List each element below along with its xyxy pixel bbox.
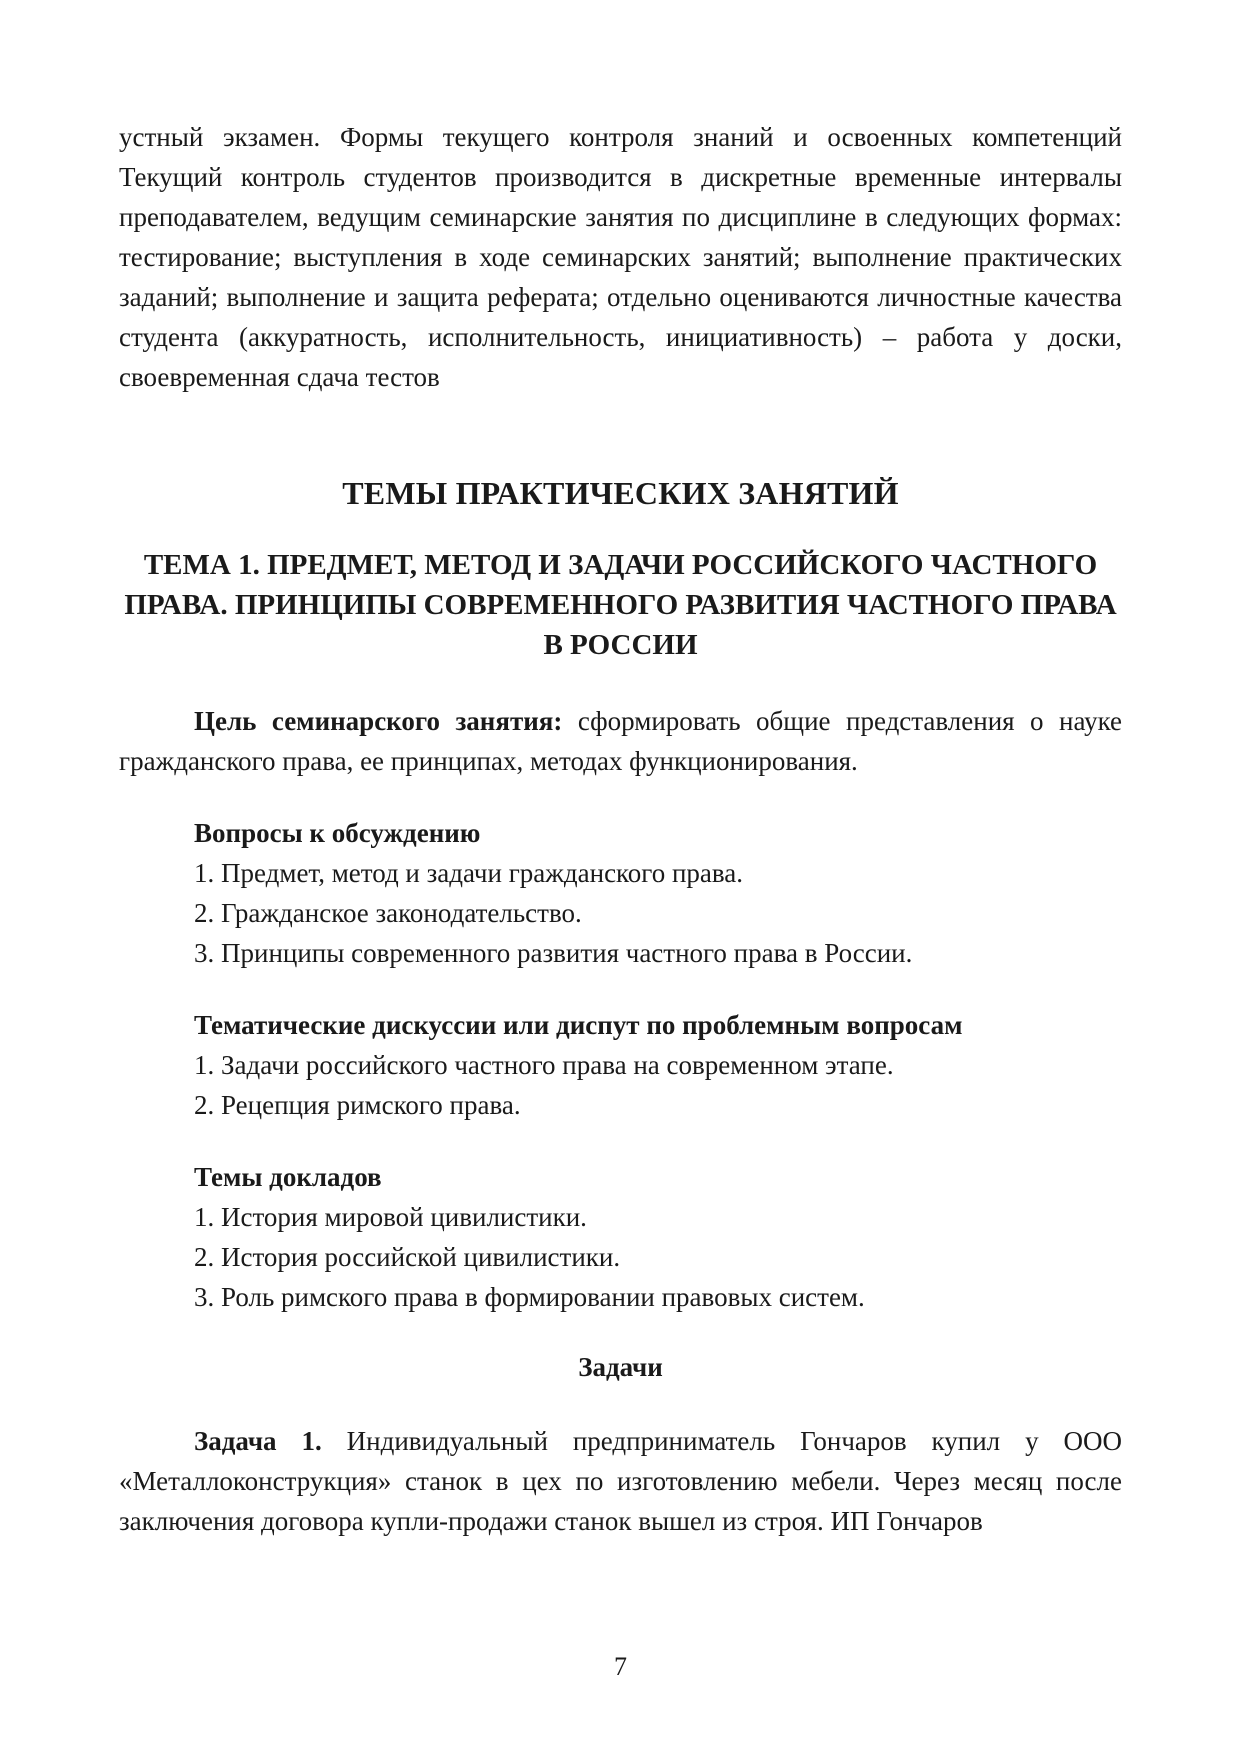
- list-item: 3. Принципы современного развития частного права в России.: [194, 938, 913, 968]
- list-item: 2. Рецепция римского права.: [194, 1090, 521, 1120]
- goal-paragraph: [119, 701, 1122, 781]
- task-1-paragraph: [119, 1421, 1122, 1541]
- list-item: 1. Предмет, метод и задачи гражданского права.: [194, 858, 744, 888]
- task-1-text: Индивидуальный предприниматель Гончаров купил у ООО «Металлоконструкция» станок в цех по изготовлению мебели. Через месяц после заключения договора купли-продажи станок вышел из строя. ИП Гончаров: [119, 1426, 1122, 1536]
- list-item: 2. Гражданское законодательство.: [194, 898, 582, 928]
- topic-title: ПРЕДМЕТ, МЕТОД И ЗАДАЧИ РОССИЙСКОГО ЧАСТНОГО ПРАВА. ПРИНЦИПЫ СОВРЕМЕННОГО РАЗВИТИЯ ЧАСТНОГО ПРАВА В РОССИИ: [124, 549, 1117, 661]
- task-1-label: Задача 1.: [194, 1426, 322, 1456]
- page-number: 7: [614, 1652, 627, 1681]
- list-item: 3. Роль римского права в формировании правовых систем.: [194, 1282, 865, 1312]
- list-item: 2. История российской цивилистики.: [194, 1242, 621, 1272]
- reports-list: [194, 1197, 1122, 1317]
- reports-title: Темы докладов: [194, 1162, 382, 1192]
- section-title: ТЕМЫ ПРАКТИЧЕСКИХ ЗАНЯТИЙ: [342, 475, 899, 511]
- goal-text: сформировать общие представления о науке гражданского права, ее принципах, методах функционирования.: [119, 706, 1123, 776]
- discussions-block: [194, 1005, 1122, 1125]
- discussions-list: [194, 1045, 1122, 1125]
- intro-paragraph: устный экзамен. Формы текущего контроля знаний и освоенных компетенций Текущий контроль студентов производится в дискретные временные интервалы преподавателем, ведущим семинарские занятия по дисциплине в следующих формах: тестирование; выступления в ходе семинарских занятий; выполнение практических заданий; выполнение и защита реферата; отдельно оцениваются личностные качества студента (аккуратность, исполнительность, инициативность) – работа у доски, своевременная сдача тестов: [119, 122, 1122, 392]
- tasks-heading: Задачи: [578, 1352, 663, 1382]
- questions-title: Вопросы к обсуждению: [194, 818, 481, 848]
- topic-prefix: ТЕМА 1.: [143, 549, 268, 581]
- questions-block: [194, 813, 1122, 973]
- goal-label: Цель семинарского занятия:: [194, 706, 563, 736]
- questions-list: [194, 853, 1122, 973]
- reports-block: [194, 1157, 1122, 1317]
- list-item: 1. История мировой цивилистики.: [194, 1202, 587, 1232]
- list-item: 1. Задачи российского частного права на современном этапе.: [194, 1050, 894, 1080]
- page-content: [119, 117, 1122, 1541]
- topic-heading: [119, 545, 1122, 665]
- discussions-title: Тематические дискуссии или диспут по проблемным вопросам: [194, 1010, 963, 1040]
